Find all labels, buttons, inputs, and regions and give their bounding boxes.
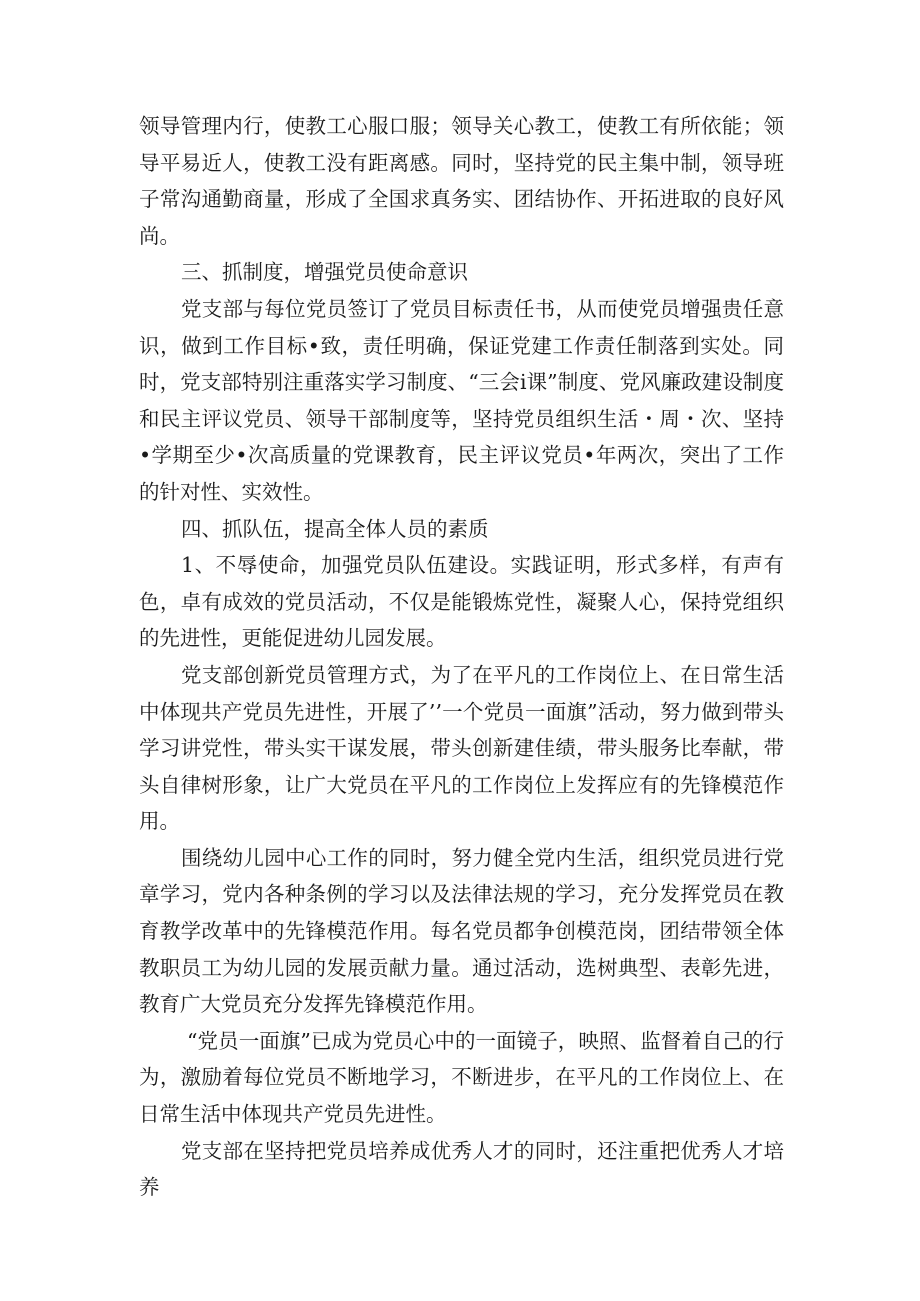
- paragraph-party-life: 围绕幼儿园中心工作的同时，努力健全党内生活，组织党员进行党章学习，党内各种条例的学习以及法律法规的学习，充分发挥党员在教育教学改革中的先锋模范作用。每名党员都争创模范岗，团结带领全体教职员工为幼儿园的发展贡献力量。通过活动，选树典型、表彰先进，教育广大党员充分发挥先锋模范作用。: [139, 845, 784, 1017]
- paragraph-leadership: 领导管理内行，使教工心服口服；领导关心教工，使教工有所依能；领导平易近人，使教工没有距离感。同时，坚持党的民主集中制，领导班子常沟通勤商量，形成了全国求真务实、团结协作、开拓进取的良好风尚。: [139, 114, 784, 248]
- section-heading-team: 四、抓队伍，提高全体人员的素质: [181, 516, 489, 541]
- paragraph-talent: 党支部在坚持把党员培养成优秀人才的同时，还注重把优秀人才培养: [139, 1138, 784, 1200]
- document-page: [139, 108, 784, 1206]
- paragraph-mission: 1、不辱使命，加强党员队伍建设。实践证明，形式多样，有声有色，卓有成效的党员活动，不仅是能锻炼党性，凝聚人心，保持党组织的先进性，更能促进幼儿园发展。: [139, 553, 784, 651]
- paragraph-management: 党支部创新党员管理方式，为了在平凡的工作岗位上、在日常生活中体现共产党员先进性，开展了’’一个党员一面旗”活动，努力做到带头学习讲党性，带头实干谋发展，带头创新建佳绩，带头服务比奉献，带头自律树形象，让广大党员在平凡的工作岗位上发挥应有的先锋模范作用。: [139, 662, 784, 834]
- section-heading-system: 三、抓制度，增强党员使命意识: [181, 260, 468, 285]
- paragraph-responsibility: 党支部与每位党员签订了党员目标责任书，从而使党员增强贵任意识，做到工作目标•致，责任明确，保证党建工作责任制落到实处。同时，党支部特别注重落实学习制度、“三会i课”制度、党风廉政建设制度和民主评议党员、领导干部制度等，坚持党员组织生活・周・次、坚持•学期至少•次高质量的党课教育，民主评议党员•年两次，突出了工作的针对性、实效性。: [139, 296, 784, 504]
- paragraph-flag: “党员一面旗”已成为党员心中的一面镜子，映照、监督着自己的行为，激励着每位党员不断地学习，不断进步，在平凡的工作岗位上、在日常生活中体现共产党员先进性。: [139, 1028, 784, 1127]
